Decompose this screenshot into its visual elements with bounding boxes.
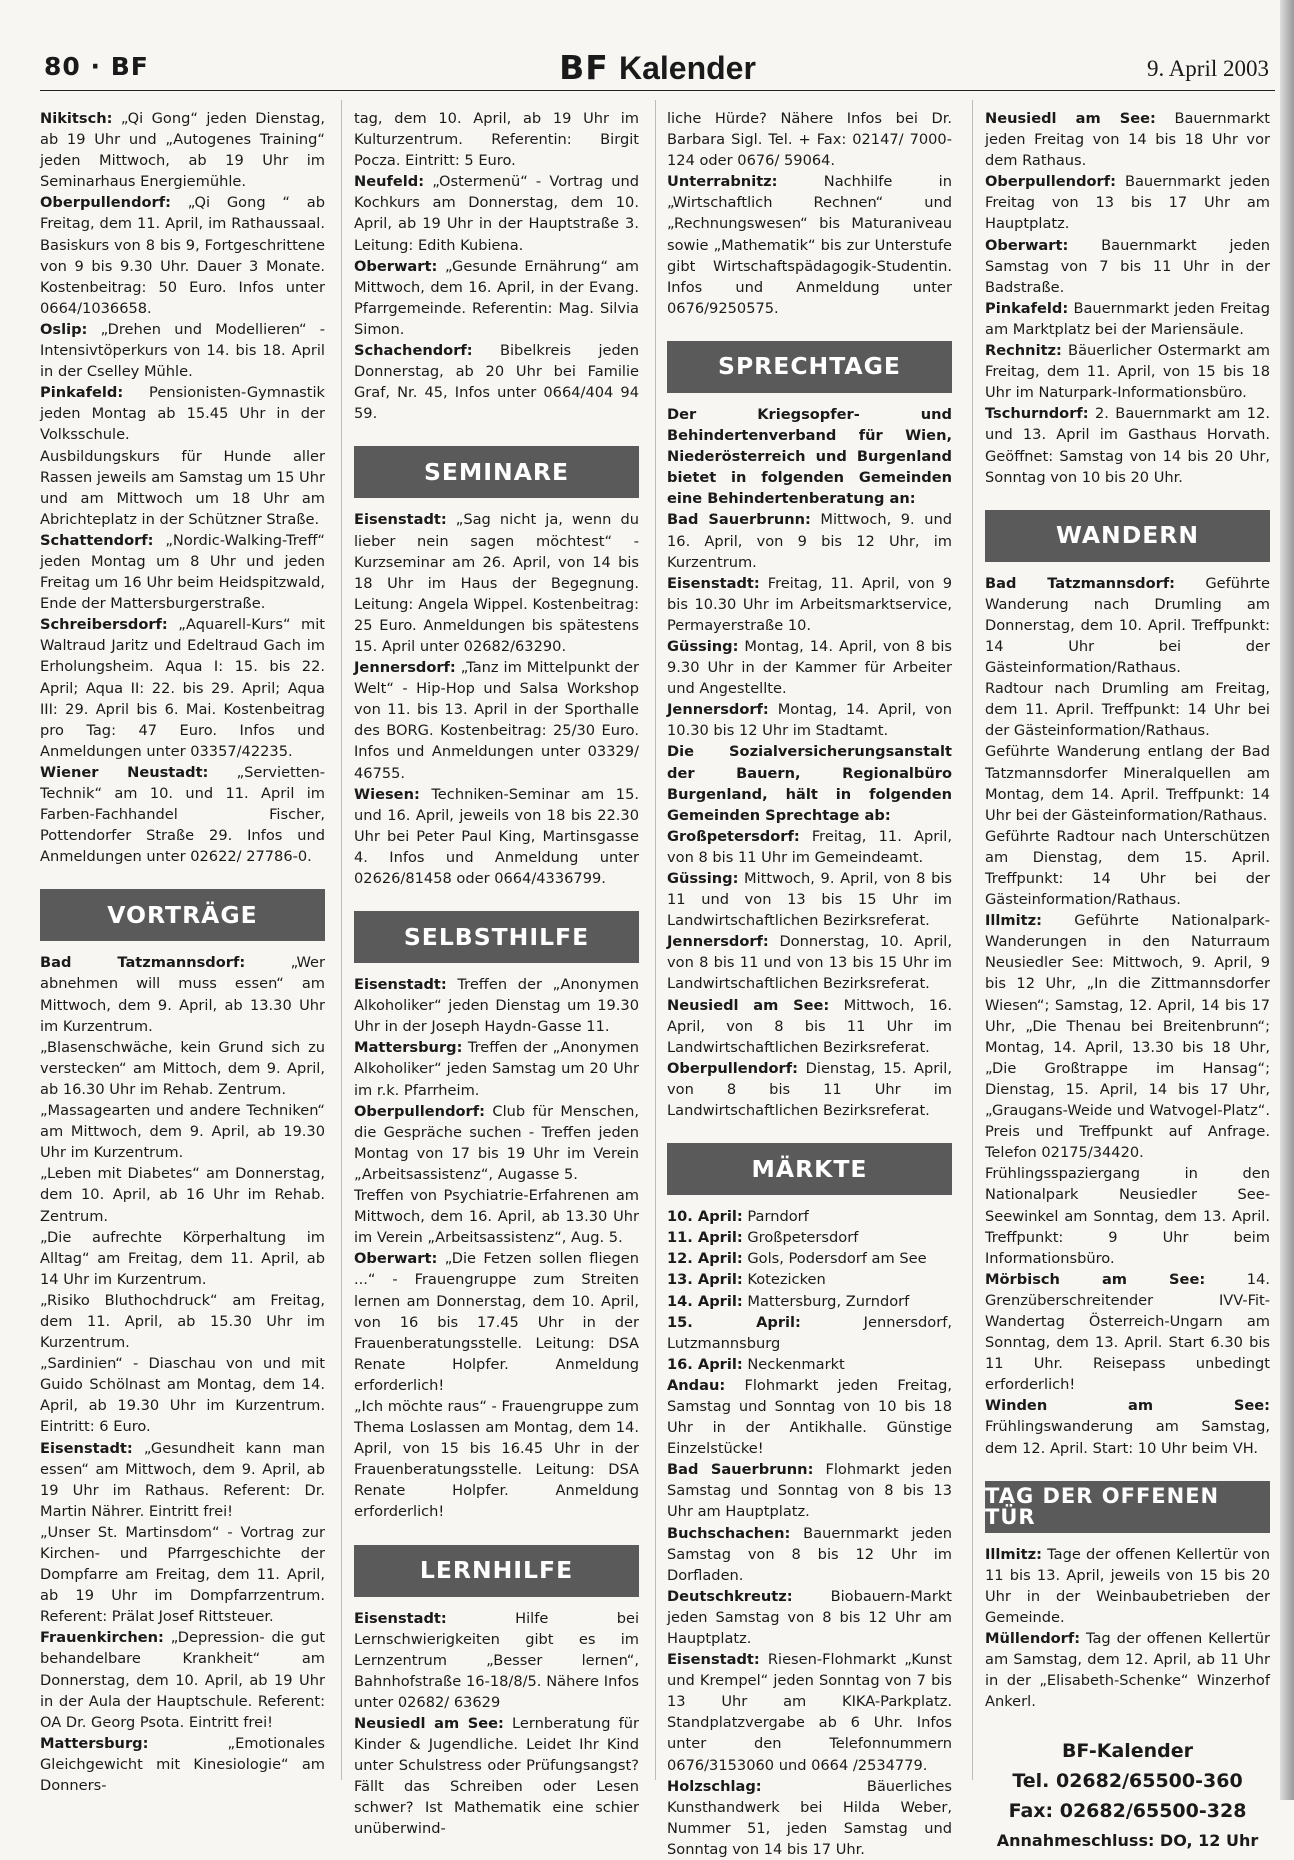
listing: Geführte Radtour nach Unterschützen am Dienstag, dem 15. April. Treffpunkt: 14 Uhr bei der Gästeinformation/Rathaus.	[985, 827, 1270, 909]
listing: Großpetersdorf: Freitag, 11. April, von 8 bis 11 Uhr im Gemeindeamt.	[667, 827, 952, 866]
listing: Oberwart: „Gesunde Ernährung“ am Mittwoch, dem 16. April, in der Evang. Pfarrgemeinde. Referentin: Mag. Silvia Simon.	[354, 257, 639, 338]
listing: Oberpullendorf: „Qi Gong “ ab Freitag, dem 11. April, im Rathaussaal. Basiskurs von 8 bis 9, Fortgeschrittene von 9 bis 9.30 Uhr. Dauer 3 Monate. Kostenbeitrag: 50 Euro. Infos unter 0664/1036658.	[40, 194, 325, 317]
listing: Jennersdorf: Montag, 14. April, von 10.30 bis 12 Uhr im Stadtamt.	[667, 701, 952, 740]
listing: „Unser St. Martinsdom“ - Vortrag zur Kirchen- und Pfarrgeschichte der Dompfarre am Freitag, dem 11. April, ab 19 Uhr im Dompfarrzentrum. Referent: Prälat Josef Rittsteuer.	[40, 1523, 325, 1626]
column-3	[667, 108, 952, 1860]
listing: Eisenstadt: Riesen-Flohmarkt „Kunst und Krempel“ jeden Sonntag von 7 bis 13 Uhr am KIKA-Parkplatz. Standplatzvergabe ab 6 Uhr. Infos unter den Telefonnummern 0676/3153060 und 0664 /2534779.	[667, 1651, 952, 1774]
listing: Güssing: Mittwoch, 9. April, von 8 bis 11 und von 13 bis 15 Uhr im Landwirtschaftlichen Bezirksreferat.	[667, 870, 952, 930]
listing: Frühlingsspaziergang in den Nationalpark Neusiedler See-Seewinkel am Sonntag, dem 13. April. Treffpunkt: 9 Uhr beim Informationsbüro.	[985, 1165, 1270, 1267]
listing: „Massagearten und andere Techniken“ am Mittwoch, dem 9. April, ab 19.30 Uhr im Kurzentrum.	[40, 1102, 325, 1162]
listing: Treffen von Psychiatrie-Erfahrenen am Mittwoch, dem 16. April, ab 13.30 Uhr im Verein „Arbeitsassistenz“, Aug. 5.	[354, 1187, 639, 1247]
listing: Ausbildungskurs für Hunde aller Rassen jeweils am Samstag um 15 Uhr und am Mittwoch um 18 Uhr am Abrichteplatz in der Schützner Straße.	[40, 447, 325, 528]
listing: Neusiedl am See: Lernberatung für Kinder & Jugendliche. Leidet Ihr Kind unter Schulstress oder Prüfungsangst? Fällt das Schreiben oder Lesen schwer? Ist Mathematik eine schier unüberwind-	[354, 1715, 639, 1838]
intro-text: Die Sozialversicherungsanstalt der Bauern, Regionalbüro Burgenland, hält in folgenden Gemeinden Sprechtage ab:	[667, 743, 952, 824]
section-banner-tag-der-offenen-tuer: TAG DER OFFENEN TÜR	[985, 1481, 1270, 1533]
page-header	[40, 44, 1275, 91]
listing: Schachendorf: Bibelkreis jeden Donnerstag, ab 20 Uhr bei Familie Graf, Nr. 45, Infos unter 0664/404 94 59.	[354, 342, 639, 423]
listing: Eisenstadt: „Gesundheit kann man essen“ am Mittwoch, dem 9. April, ab 19 Uhr im Rathaus. Referent: Dr. Martin Nährer. Eintritt frei!	[40, 1439, 325, 1520]
section-banner-sprechtage: SPRECHTAGE	[667, 341, 952, 393]
listing: Jennersdorf: Donnerstag, 10. April, von 8 bis 11 und von 13 bis 15 Uhr im Landwirtschaftlichen Bezirksreferat.	[667, 933, 952, 993]
listing: Oberwart: Bauernmarkt jeden Samstag von 7 bis 11 Uhr in der Badstraße.	[985, 236, 1270, 296]
issue-date: 9. April 2003	[1146, 56, 1269, 81]
listing: Oberpullendorf: Bauernmarkt jeden Freitag von 13 bis 17 Uhr am Hauptplatz.	[985, 173, 1270, 233]
column-rule	[972, 100, 973, 1780]
listing: Bad Sauerbrunn: Flohmarkt jeden Samstag und Sonntag von 8 bis 13 Uhr am Hauptplatz.	[667, 1461, 952, 1521]
listing: „Risiko Bluthochdruck“ am Freitag, dem 11. April, ab 15.30 Uhr im Kurzentrum.	[40, 1291, 325, 1352]
contact-fax: Fax: 02682/65500-328	[1008, 1800, 1247, 1823]
listing: Pinkafeld: Pensionisten-Gymnastik jeden Montag ab 15.45 Uhr in der Volksschule.	[40, 384, 325, 444]
listing: Wiener Neustadt: „Servietten-Technik“ am 10. und 11. April im Farben-Fachhandel Fischer, Pottendorfer Straße 29. Infos und Anmeldungen unter 02622/ 27786-0.	[40, 763, 325, 866]
listing: Eisenstadt: „Sag nicht ja, wenn du lieber nein sagen möchtest“ - Kurzseminar am 26. April, von 14 bis 18 Uhr im Haus der Begegnung. Leitung: Angela Wippel. Kostenbeitrag: 25 Euro. Anmeldungen bis spätestens 15. April unter 02682/63290.	[354, 511, 639, 655]
contact-phone: Tel. 02682/65500-360	[1012, 1770, 1243, 1793]
listing: liche Hürde? Nähere Infos bei Dr. Barbara Sigl. Tel. + Fax: 02147/ 7000-124 oder 0676/ 59064.	[667, 110, 952, 170]
listing: Jennersdorf: „Tanz im Mittelpunkt der Welt“ - Hip-Hop und Salsa Workshop von 11. bis 13. April in der Sporthalle des BORG. Kostenbeitrag: 25/30 Euro. Infos und Anmeldungen unter 03329/ 46755.	[354, 659, 639, 782]
listing: Mattersburg: „Emotionales Gleichgewicht mit Kinesiologie“ am Donners-	[40, 1734, 325, 1795]
section-banner-maerkte: MÄRKTE	[667, 1143, 952, 1195]
listing: Schattendorf: „Nordic-Walking-Treff“ jeden Montag um 8 Uhr und jeden Freitag um 16 Uhr beim Heidspitzwald, Ende der Mattersburgerstraße.	[40, 531, 325, 613]
section-title-bf: BF	[559, 48, 609, 87]
listing: Güssing: Montag, 14. April, von 8 bis 9.30 Uhr in der Kammer für Arbeiter und Angestellte.	[667, 637, 952, 698]
listing: „Ich möchte raus“ - Frauengruppe zum Thema Loslassen am Montag, dem 14. April, von 15 bis 16.45 Uhr in der Frauenberatungsstelle. Leitung: DSA Renate Holpfer. Anmeldung erforderlich!	[354, 1397, 639, 1521]
listing: Eisenstadt: Freitag, 11. April, von 9 bis 10.30 Uhr im Arbeitsmarktservice, Permayerstraße 10.	[667, 574, 952, 634]
listing: „Blasenschwäche, kein Grund sich zu verstecken“ am Mittoch, dem 9. April, ab 16.30 Uhr im Rehab. Zentrum.	[40, 1038, 325, 1098]
listing: Oberpullendorf: Dienstag, 15. April, von 8 bis 11 Uhr im Landwirtschaftlichen Bezirksreferat.	[667, 1059, 952, 1120]
contact-title: BF-Kalender	[1061, 1740, 1194, 1763]
listing: Frauenkirchen: „Depression- die gut behandelbare Krankheit“ am Donnerstag, dem 10. April, ab 19 Uhr in der Aula der Hauptschule. Referent: OA Dr. Georg Psota. Eintritt frei!	[40, 1629, 325, 1731]
newspaper-page	[40, 0, 1275, 1858]
listing: tag, dem 10. April, ab 19 Uhr im Kulturzentrum. Referentin: Birgit Pocza. Eintritt: 5 Euro.	[354, 110, 639, 170]
listing: Bad Tatzmannsdorf: „Wer abnehmen will muss essen“ am Mittwoch, dem 9. April, ab 13.30 Uhr im Kurzentrum.	[40, 954, 325, 1035]
market-date: 12. April: Gols, Podersdorf am See	[667, 1250, 927, 1268]
listing: Eisenstadt: Hilfe bei Lernschwierigkeiten gibt es im Lernzentrum „Besser lernen“, Bahnhofstraße 16-18/8/5. Nähere Infos unter 02682/ 63629	[354, 1609, 639, 1711]
section-banner-selbsthilfe: SELBSTHILFE	[354, 911, 639, 963]
listing: Oberpullendorf: Club für Menschen, die Gespräche suchen - Treffen jeden Montag von 17 bis 19 Uhr im Verein „Arbeitsassistenz“, Augasse 5.	[354, 1102, 639, 1183]
listing: Neufeld: „Ostermenü“ - Vortrag und Kochkurs am Donnerstag, dem 10. April, ab 19 Uhr in der Hauptstraße 3. Leitung: Edith Kubiena.	[354, 173, 639, 254]
market-date: 11. April: Großpetersdorf	[667, 1229, 859, 1247]
listing: Müllendorf: Tag der offenen Kellertür am Samstag, dem 12. April, ab 11 Uhr in der „Elisabeth-Schenke“ Winzerhof Ankerl.	[985, 1630, 1270, 1711]
listing: Rechnitz: Bäuerlicher Ostermarkt am Freitag, dem 11. April, von 15 bis 18 Uhr im Naturpark-Informationsbüro.	[985, 342, 1270, 402]
listing: Radtour nach Drumling am Freitag, dem 11. April. Treffpunkt: 14 Uhr bei der Gästeinformation/Rathaus.	[985, 680, 1270, 740]
section-banner-lernhilfe: LERNHILFE	[354, 1545, 639, 1597]
listing: „Leben mit Diabetes“ am Donnerstag, dem 10. April, ab 16 Uhr im Rehab. Zentrum.	[40, 1165, 325, 1225]
listing: „Sardinien“ - Diaschau von und mit Guido Schölnast am Montag, dem 14. April, ab 19.30 Uhr im Kurzentrum. Eintritt: 6 Euro.	[40, 1355, 325, 1436]
listing: Illmitz: Geführte Nationalpark-Wanderungen in den Naturraum Neusiedler See: Mittwoch, 9. April, 9 bis 12 Uhr, „In die Zittmannsdorfer Wiesen“; Samstag, 12. April, 14 bis 17 Uhr, „Die Thenau bei Breitenbrunn“; Montag, 14. April, 13.30 bis 18 Uhr, „Die Großtrappe im Hansag“; Dienstag, 15. April, 14 bis 17 Uhr, „Graugans-Weide und Watvogel-Platz“. Preis und Treffpunkt auf Anfrage. Telefon 02175/34420.	[985, 912, 1270, 1162]
market-date: 13. April: Kotezicken	[667, 1271, 826, 1289]
listing: Pinkafeld: Bauernmarkt jeden Freitag am Marktplatz bei der Mariensäule.	[985, 299, 1270, 338]
column-1	[40, 108, 325, 1796]
listing: Tschurndorf: 2. Bauernmarkt am 12. und 13. April im Gasthaus Horvath. Geöffnet: Samstag von 14 bis 20 Uhr, Sonntag von 10 bis 20 Uhr.	[985, 405, 1270, 486]
contact-deadline: Annahmeschluss: DO, 12 Uhr	[996, 1831, 1259, 1851]
market-date: 10. April: Parndorf	[667, 1208, 809, 1226]
listing: „Die aufrechte Körperhaltung im Alltag“ am Freitag, dem 11. April, ab 14 Uhr im Kurzentrum.	[40, 1228, 325, 1288]
listing: Andau: Flohmarkt jeden Freitag, Samstag und Sonntag von 10 bis 18 Uhr in der Antikhalle. Günstige Einzelstücke!	[667, 1376, 952, 1458]
listing: Nikitsch: „Qi Gong“ jeden Dienstag, ab 19 Uhr und „Autogenes Training“ jeden Mittwoch, ab 19 Uhr im Seminarhaus Energiemühle.	[40, 110, 325, 191]
column-rule	[341, 100, 342, 1780]
market-date: 15. April: Jennersdorf, Lutzmannsburg	[667, 1313, 952, 1352]
listing: Neusiedl am See: Mittwoch, 16. April, von 8 bis 11 Uhr im Landwirtschaftlichen Bezirksreferat.	[667, 996, 952, 1056]
listing: Illmitz: Tage der offenen Kellertür von 11 bis 13. April, jeweils von 15 bis 20 Uhr in der Weinbaubetrieben der Gemeinde.	[985, 1545, 1270, 1626]
listing: Buchschachen: Bauernmarkt jeden Samstag von 8 bis 12 Uhr im Dorfladen.	[667, 1524, 952, 1584]
market-date: 16. April: Neckenmarkt	[667, 1355, 845, 1373]
listing: Unterrabnitz: Nachhilfe in „Wirtschaftlich Rechnen“ und „Rechnungswesen“ bis Maturaniveau sowie „Mathematik“ bis zur Unterstufe gibt Wirtschaftspädagogik-Studentin. Infos und Anmeldung unter 0676/9250575.	[667, 173, 952, 317]
column-2	[354, 108, 639, 1840]
contact-box	[985, 1736, 1270, 1856]
page-edge-shadow	[1280, 0, 1294, 1800]
listing: Oberwart: „Die Fetzen sollen fliegen ...“ - Frauengruppe zum Streiten lernen am Donnerstag, dem 10. April, von 16 bis 17.45 Uhr in der Frauenberatungsstelle. Leitung: DSA Renate Holpfer. Anmeldung erforderlich!	[354, 1250, 639, 1394]
listing: Winden am See: Frühlingswanderung am Samstag, dem 12. April. Start: 10 Uhr beim VH.	[985, 1397, 1270, 1457]
column-4	[985, 108, 1270, 1856]
listing: Bad Tatzmannsdorf: Geführte Wanderung nach Drumling am Donnerstag, dem 10. April. Treffpunkt: 14 Uhr bei der Gästeinformation/Rathaus.	[985, 574, 1270, 677]
listing: Wiesen: Techniken-Seminar am 15. und 16. April, jeweils von 18 bis 22.30 Uhr bei Peter Paul King, Martinsgasse 4. Infos und Anmeldung unter 02626/81458 oder 0664/4336799.	[354, 785, 639, 887]
listing: Bad Sauerbrunn: Mittwoch, 9. und 16. April, von 9 bis 12 Uhr, im Kurzentrum.	[667, 511, 952, 571]
page-number: 80 · BF	[44, 52, 149, 81]
intro-text: Der Kriegsopfer- und Behindertenverband für Wien, Niederösterreich und Burgenland bietet in folgenden Gemeinden eine Behindertenberatung an:	[667, 405, 952, 508]
listing: Eisenstadt: Treffen der „Anonymen Alkoholiker“ jeden Dienstag um 19.30 Uhr in der Joseph Haydn-Gasse 11.	[354, 976, 639, 1036]
section-banner-seminare: SEMINARE	[354, 446, 639, 498]
listing: Neusiedl am See: Bauernmarkt jeden Freitag von 14 bis 18 Uhr vor dem Rathaus.	[985, 110, 1270, 170]
listing: Oslip: „Drehen und Modellieren“ - Intensivtöperkurs von 14. bis 18. April in der Cselley Mühle.	[40, 320, 325, 381]
listing: Schreibersdorf: „Aquarell-Kurs“ mit Waltraud Jaritz und Edeltraud Gach im Erholungsheim. Aqua I: 15. bis 22. April; Aqua II: 22. bis 29. April; Aqua III: 29. April bis 6. Mai. Kostenbeitrag pro Tag: 47 Euro. Infos und Anmeldungen unter 03357/42235.	[40, 616, 325, 760]
listing: Mörbisch am See: 14. Grenzüberschreitender IVV-Fit-Wandertag Österreich-Ungarn am Sonntag, dem 13. April. Start 6.30 bis 11 Uhr. Reisepass unbedingt erforderlich!	[985, 1270, 1270, 1394]
column-rule	[655, 100, 656, 1780]
section-banner-vortraege: VORTRÄGE	[40, 889, 325, 941]
listing: Mattersburg: Treffen der „Anonymen Alkoholiker“ jeden Samstag um 20 Uhr im r.k. Pfarrheim.	[354, 1039, 639, 1099]
listing: Geführte Wanderung entlang der Bad Tatzmannsdorfer Mineralquellen am Montag, dem 14. April. Treffpunkt: 14 Uhr bei der Gästeinformation/Rathaus.	[985, 743, 1270, 824]
market-date: 14. April: Mattersburg, Zurndorf	[667, 1292, 910, 1310]
listing: Deutschkreutz: Biobauern-Markt jeden Samstag von 8 bis 12 Uhr am Hauptplatz.	[667, 1587, 952, 1647]
section-title-kalender: Kalender	[618, 50, 756, 86]
section-banner-wandern: WANDERN	[985, 510, 1270, 562]
listing: Holzschlag: Bäuerliches Kunsthandwerk bei Hilda Weber, Nummer 51, jeden Samstag und Sonntag von 14 bis 17 Uhr.	[667, 1777, 952, 1858]
section-title	[40, 48, 1275, 87]
